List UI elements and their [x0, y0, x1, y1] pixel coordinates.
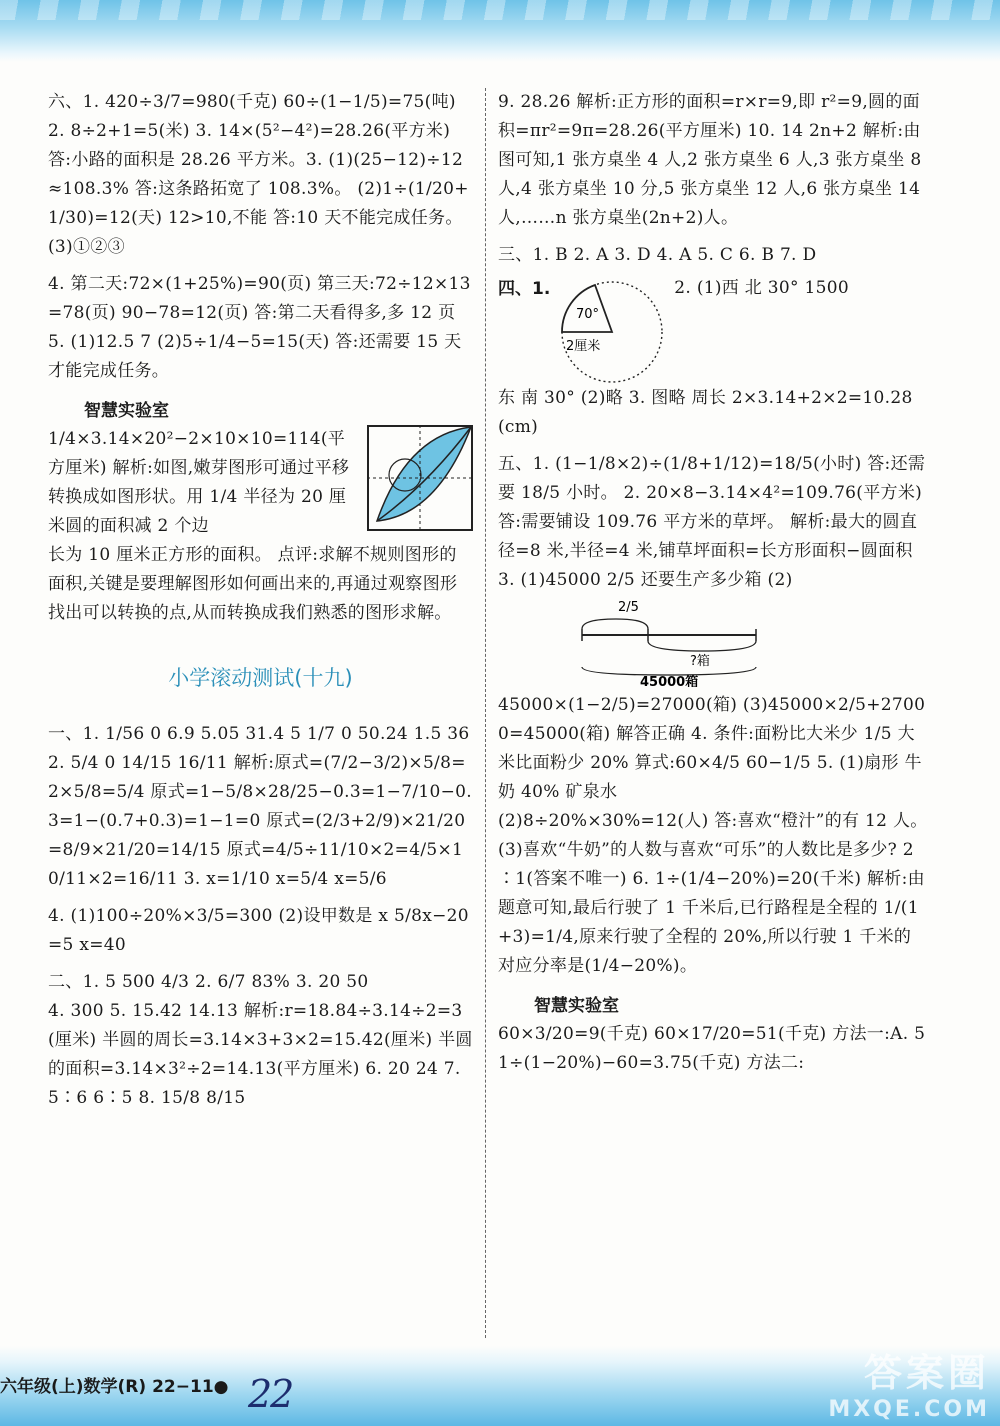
right-answer-3: 三、1. B 2. A 3. D 4. A 5. C 6. B 7. D: [498, 245, 817, 265]
left-q2b: 4. 300 5. 15.42 14.13 解析:r=18.84÷3.14÷2=3(厘米) 半圆的周长=3.14×3+3×2=15.42(厘米) 半圆的面积=3.14×3²÷2=14.13(平方厘米) 6. 20 24 7. 5∶6 6∶5 8. 15/8 8/15: [48, 1001, 473, 1108]
sector-angle-label: 70°: [576, 307, 600, 322]
watermark-line2: MXQE.COM: [828, 1397, 990, 1422]
right-answer-4-prefix: 四、1.: [498, 279, 551, 299]
right-answer-5: 五、1. (1−1/8×2)÷(1/8+1/12)=18/5(小时) 答:还需要 18/5 小时。 2. 20×8−3.14×4²=109.76(平方米) 答:需要铺设 109.76 平方米的草坪。 解析:最大的圆直径=8 米,半径=4 米,铺草坪面积=长方形面积−圆面积 3. (1)45000 2/5 还要生产多少箱 (2): [498, 454, 926, 590]
left-lab-heading: 智慧实验室: [84, 401, 169, 421]
lab-row: [48, 425, 473, 541]
right-answer-9-10: 9. 28.26 解析:正方形的面积=r×r=9,即 r²=9,圆的面积=πr²=9π=28.26(平方厘米) 10. 14 2n+2 解析:由图可知,1 张方桌坐 4 人,2 张方桌坐 6 人,3 张方桌坐 8 人,4 张方桌坐 10 分,5 张方桌坐 12 人,6 张方桌坐 14 人,……n 张方桌坐(2n+2)人。: [498, 92, 922, 228]
right-lab-heading: 智慧实验室: [534, 996, 619, 1016]
sector-circle-figure: [554, 276, 666, 384]
sprout-figure: [367, 425, 473, 531]
left-answer-6: 六、1. 420÷3/7=980(千克) 60÷(1−1/5)=75(吨) 2. 8÷2+1=5(米) 3. 14×(5²−4²)=28.26(平方米) 答:小路的面积是 28.26 平方米。3. (1)(25−12)÷12≈108.3% 答:这条路拓宽了 108.3%。 (2)1÷(1/20+1/30)=12(天) 12>10,不能 答:10 天不能完成任务。 (3)①②③: [48, 92, 469, 257]
left-q2: 二、1. 5 500 4/3 2. 6/7 83% 3. 20 50: [48, 972, 369, 992]
section-title: 小学滚动测试(十九): [168, 666, 353, 690]
right-column: [498, 88, 928, 1078]
right-answer-5-6: (2)8÷20%×30%=12(人) 答:喜欢“橙汁”的有 12 人。 (3)喜欢“牛奶”的人数与喜欢“可乐”的人数比是多少? 2∶1(答案不唯一) 6. 1÷(1/4−20%)=20(千米) 解析:由题意可知,最后行驶了 1 千米后,已行路程是全程的 1/(1+3)=1/4,原来行驶了全程的 20%,所以行驶 1 千米的对应分率是(1/4−20%)。: [498, 811, 928, 976]
watermark-line1: 答案圈: [863, 1351, 990, 1395]
segment-fraction-label: 2/5: [618, 600, 639, 615]
right-answer-5-cont: 45000×(1−2/5)=27000(箱) (3)45000×2/5+27000=45000(箱) 解答正确 4. 条件:面粉比大米少 1/5 大米比面粉少 20% 算式:60×4/5 60−1/5 5. (1)扇形 牛奶 40% 矿泉水: [498, 695, 926, 802]
right-lab-text: 60×3/20=9(千克) 60×17/20=51(千克) 方法一:A. 51÷(1−20%)−60=3.75(千克) 方法二:: [498, 1024, 926, 1073]
column-divider: [485, 88, 486, 1338]
right-answer-4-cont: 东 南 30° (2)略 3. 图略 周长 2×3.14+2×2=10.28(cm): [498, 388, 913, 437]
left-q1-4: 4. (1)100÷20%×3/5=300 (2)设甲数是 x 5/8x−20=5 x=40: [48, 906, 469, 955]
segment-question-label: ?箱: [690, 654, 710, 669]
left-lab-text-2: 长为 10 厘米正方形的面积。 点评:求解不规则图形的面积,关键是要理解图形如何画出来的,再通过观察图形找出可以转换的点,从而转换成我们熟悉的图形求解。: [48, 545, 458, 623]
right-answer-4-row: [498, 274, 928, 384]
left-answer-6-4-5: 4. 第二天:72×(1+25%)=90(页) 第三天:72÷12×13=78(页) 90−78=12(页) 答:第二天看得多,多 12 页 5. (1)12.5 7 (2)5÷1/4−5=15(天) 答:还需要 15 天才能完成任务。: [48, 274, 471, 381]
left-lab-text: 1/4×3.14×20²−2×10×10=114(平方厘米) 解析:如图,嫩芽图形可通过平移转换成如图形状。用 1/4 半径为 20 厘米圆的面积减 2 个边: [48, 429, 350, 536]
left-q1: 一、1. 1/56 0 6.9 5.05 31.4 5 1/7 0 50.24 1.5 36 2. 5/4 0 14/15 16/11 解析:原式=(7/2−3/2)×5/8=2×5/8=5/4 原式=1−5/8×28/25−0.3=1−7/10−0.3=1−(0.7+0.3)=1−1=0 原式=(2/3+2/9)×21/20=8/9×21/20=14/15 原式=4/5÷11/10×2=4/5×10/11×2=16/11 3. x=1/10 x=5/4 x=5/6: [48, 724, 472, 889]
top-decorative-band: [0, 0, 1000, 62]
page-number: 22: [248, 1372, 293, 1416]
right-answer-4-2: 2. (1)西 北 30° 1500: [674, 278, 850, 298]
segment-total-label: 45000箱: [640, 675, 699, 687]
footer-label: 六年级(上)数学(R) 22−11●: [0, 1377, 229, 1397]
sector-radius-label: 2厘米: [566, 339, 601, 354]
left-column: [48, 88, 473, 1113]
watermark: [828, 1342, 990, 1422]
segment-diagram: [576, 595, 776, 687]
